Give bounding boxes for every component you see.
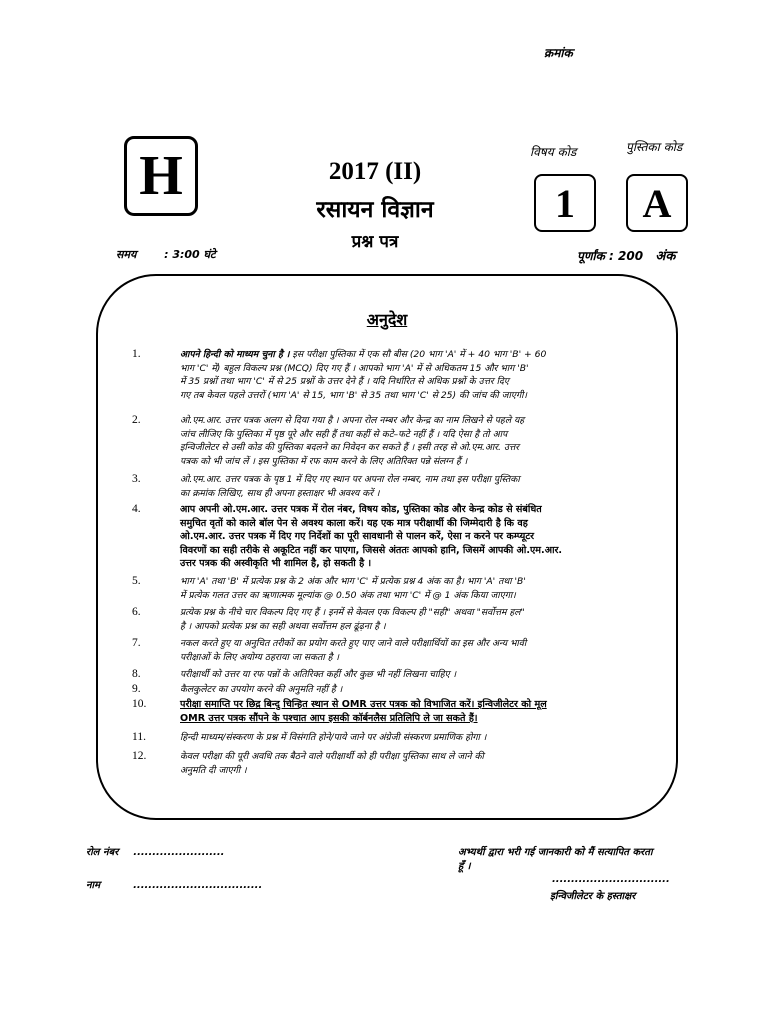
instruction-line: ओ.एम.आर. उत्तर पत्रक के पृष्ठ 1 में दिए गए स्थान पर अपना रोल नम्बर, नाम तथा इस परीक्षा पुस्तिका	[180, 474, 520, 485]
declaration-line: अभ्यर्थी द्वारा भरी गई जानकारी को मैं सत्यापित करता	[458, 847, 653, 858]
instruction-number: 8.	[132, 668, 141, 680]
instruction-line: आपने हिन्दी को माध्यम चुना है । इस परीक्षा पुस्तिका में एक सौ बीस (20 भाग 'A' में + 40 भाग 'B' + 60	[180, 349, 547, 360]
instruction-number: 10.	[132, 698, 147, 710]
instruction-line: भाग 'A' तथा 'B' में प्रत्येक प्रश्न के 2 अंक और भाग 'C' में प्रत्येक प्रश्न 4 अंक का है। भाग 'A' तथा 'B'	[180, 576, 526, 587]
instruction-line: OMR उत्तर पत्रक सौंपने के पश्चात आप इसकी कॉर्बनलैस प्रतिलिपि ले जा सकते हैं।	[180, 712, 478, 724]
serial-number-label: क्रमांक	[544, 46, 573, 60]
instruction-line: उत्तर पत्रक की अस्वीकृति भी शामिल है, हो सकती है ।	[180, 558, 372, 570]
instruction-number: 2.	[132, 414, 141, 426]
invigilator-signature-label: इन्विजीलेटर के हस्ताक्षर	[550, 891, 636, 902]
instruction-line: केवल परीक्षा की पूरी अवधि तक बैठने वाले परीक्षार्थी को ही परीक्षा पुस्तिका साथ ले जाने की	[180, 751, 484, 762]
instruction-line: है । आपको प्रत्येक प्रश्न का सही अथवा सर्वोत्तम हल ढूंढ़ना है ।	[180, 620, 386, 632]
marks-unit: अंक	[655, 249, 676, 264]
instruction-line: भाग 'C' में) बहुल विकल्प प्रश्न (MCQ) दिए गए हैं । आपको भाग 'A' में से अधिकतम 15 और भाग 'B'	[180, 362, 529, 374]
instruction-number: 1.	[132, 348, 141, 360]
subject-title: रसायन विज्ञान	[316, 197, 434, 223]
instruction-line: अनुमति दी जाएगी ।	[180, 764, 247, 776]
subject-code-box	[534, 174, 596, 232]
instructions-heading: अनुदेश	[366, 310, 408, 329]
instruction-number: 7.	[132, 637, 141, 649]
instruction-number: 4.	[132, 503, 141, 515]
instruction-line: में 35 प्रश्नों तथा भाग 'C' में से 25 प्रश्नों के उत्तर देने हैं । यदि निर्धारित से अधिक प्रश्नों के उत्तर दिए	[180, 376, 509, 388]
name-label: नाम	[86, 880, 101, 891]
name-field[interactable]	[86, 877, 262, 891]
roll-number-label: रोल नंबर	[86, 847, 119, 858]
instruction-line: परीक्षार्थी को उत्तर या रफ पन्नों के अतिरिक्त कहीं और कुछ भी नहीं लिखना चाहिए ।	[180, 669, 457, 680]
instruction-line: नकल करते हुए या अनुचित तरीकों का प्रयोग करते हुए पाए जाने वाले परीक्षार्थियों का इस और अन्य भावी	[180, 638, 527, 649]
time-value: : 3:00 घंटे	[164, 248, 216, 261]
instruction-line: पत्रक को भी जांच लें । इस पुस्तिका में रफ काम करने के लिए अतिरिक्त पन्ने संलग्न हैं ।	[180, 455, 468, 467]
marks-value: : 200	[609, 249, 644, 263]
instruction-number: 6.	[132, 606, 141, 618]
subject-code-label: विषय कोड	[530, 145, 577, 159]
instruction-number: 9.	[132, 683, 141, 695]
instruction-line: परीक्षाओं के लिए अयोग्य ठहराया जा सकता है ।	[180, 651, 339, 663]
exam-duration	[116, 247, 216, 262]
name-dots: ..................................	[133, 880, 263, 891]
instruction-line: विवरणों का सही तरीके से अकूटित नहीं कर पाएगा, जिससे अंततः आपको हानि, जिसमें आपकी ओ.एम.आर.	[180, 544, 563, 556]
instruction-number: 11.	[132, 731, 146, 743]
instruction-line: गए तब केवल पहले उत्तरों (भाग 'A' से 15, भाग 'B' से 35 तथा भाग 'C' से 25) की जांच की जाएगी।	[180, 389, 527, 401]
booklet-code-label: पुस्तिका कोड	[626, 140, 683, 154]
instruction-line: प्रत्येक प्रश्न के नीचे चार विकल्प दिए गए हैं । इनमें से केवल एक विकल्प ही "सही" अथवा "सर्वोत्तम हल"	[180, 607, 525, 618]
instruction-line: का क्रमांक लिखिए, साथ ही अपना हस्ताक्षर भी अवश्य करें ।	[180, 487, 380, 499]
declaration-line: हूँ ।	[458, 861, 471, 872]
instruction-number: 5.	[132, 575, 141, 587]
instruction-number: 12.	[132, 750, 147, 762]
instruction-line: हिन्दी माध्यम/संस्करण के प्रश्न में विसंगति होने/पाये जाने पर अंग्रेजी संस्करण प्रमाणिक होगा ।	[180, 732, 487, 743]
subject-code: 1	[555, 180, 575, 226]
roll-number-field[interactable]	[86, 844, 224, 858]
instruction-line: ओ.एम.आर. उत्तर पत्रक अलग से दिया गया है । अपना रोल नम्बर और केन्द्र का नाम लिखने से पहले यह	[180, 415, 525, 426]
candidate-declaration	[458, 844, 718, 872]
booklet-letter-box	[124, 136, 198, 216]
invigilator-signature-dots: ...............................	[552, 874, 670, 885]
booklet-code: A	[642, 180, 672, 226]
instruction-line: जांच लीजिए कि पुस्तिका में पृष्ठ पूरे और सही हैं तथा कहीं से कटे–फटे नहीं हैं । यदि ऐसा है तो आप	[180, 428, 508, 440]
paper-title: प्रश्न पत्र	[351, 232, 399, 252]
exam-year: 2017 (II)	[328, 158, 422, 185]
total-marks	[577, 246, 675, 264]
instruction-line: परीक्षा समाप्ति पर छिद्र बिन्दु चिन्हित स्थान से OMR उत्तर पत्रक को विभाजित करें। इन्विजीलेटर को मूल	[180, 699, 547, 710]
time-label: समय	[116, 248, 137, 261]
instruction-line: में प्रत्येक गलत उत्तर का ऋणात्मक मूल्यांक @ 0.50 अंक तथा भाग 'C' में @ 1 अंक किया जाएगा।	[180, 589, 516, 601]
instruction-line: कैलकुलेटर का उपयोग करने की अनुमति नहीं है ।	[180, 684, 343, 695]
booklet-code-box	[626, 174, 688, 232]
instruction-number: 3.	[132, 473, 141, 485]
marks-label: पूर्णांक	[577, 249, 605, 263]
instruction-line: समुचित वृतों को काले बॉल पेन से अवश्य काला करें। यह एक मात्र परीक्षार्थी की जिम्मेदारी है कि वह	[180, 517, 528, 529]
booklet-letter: H	[139, 145, 183, 207]
roll-number-dots: ........................	[133, 847, 225, 858]
instruction-line: ओ.एम.आर. उत्तर पत्रक में दिए गए निर्देशों का पूरी सावधानी से पालन करें, ऐसा न करने पर कम्प्यूटर	[180, 531, 535, 543]
instruction-line: आप अपनी ओ.एम.आर. उत्तर पत्रक में रोल नंबर, विषय कोड, पुस्तिका कोड और केन्द्र कोड से संबंधित	[180, 504, 542, 515]
instruction-line: इन्विजीलेटर से उसी कोड की पुस्तिका बदलने का निवेदन कर सकते हैं । इसी तरह से ओ.एम.आर. उत्तर	[180, 442, 520, 454]
